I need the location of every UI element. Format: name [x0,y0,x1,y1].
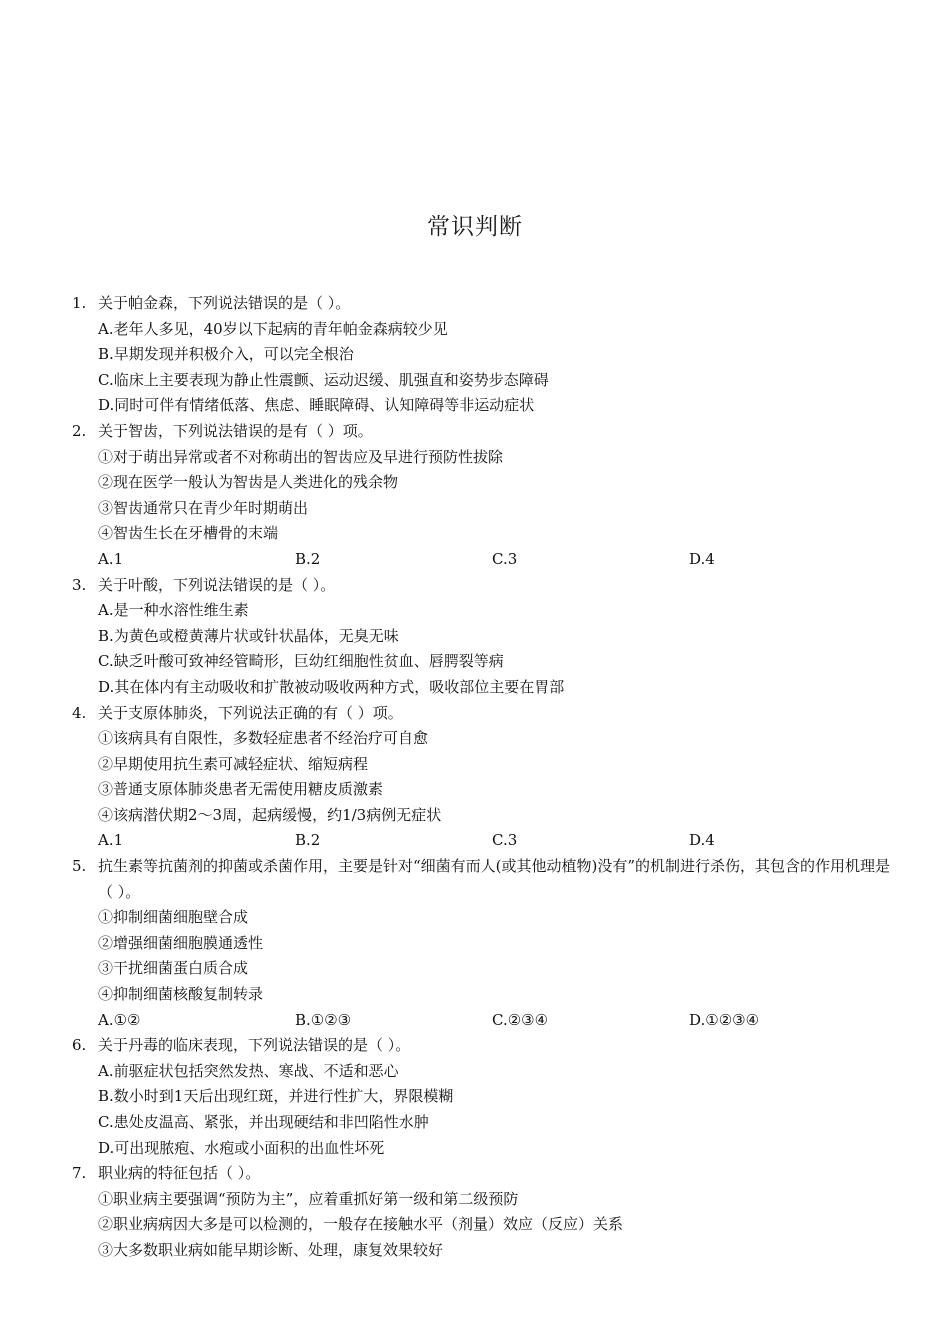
answer-option: C.②③④ [492,1010,549,1029]
question-number: 7. [72,1164,87,1183]
question-stem-line [72,1033,892,1059]
question-stem: 关于丹毒的临床表现，下列说法错误的是（ ）。 [98,1036,411,1055]
question-2 [72,419,892,573]
page-title: 常识判断 [427,214,523,240]
answer-option: A.1 [98,831,124,850]
question-6 [72,1033,892,1161]
question-number: 4. [72,703,87,722]
question-stem-line [72,573,892,599]
question-line: B.为黄色或橙黄薄片状或针状晶体，无臭无味 [98,626,399,645]
question-line: ①对于萌出异常或者不对称萌出的智齿应及早进行预防性拔除 [98,447,504,466]
answer-options [72,828,892,854]
answer-options [72,547,892,573]
question-line: ②早期使用抗生素可减轻症状、缩短病程 [98,754,369,773]
question-line: C.缺乏叶酸可致神经管畸形，巨幼红细胞性贫血、唇腭裂等病 [98,652,504,671]
question-line: ③大多数职业病如能早期诊断、处理，康复效果较好 [98,1240,444,1259]
question-line: ③干扰细菌蛋白质合成 [98,959,249,978]
question-number: 6. [72,1036,87,1055]
question-1 [72,291,892,419]
question-list [72,291,892,1264]
answer-option: B.①②③ [295,1010,352,1029]
answer-option: D.4 [689,831,715,850]
question-line: A.是一种水溶性维生素 [98,601,249,620]
question-line: A.前驱症状包括突然发热、寒战、不适和恶心 [98,1061,399,1080]
question-stem: 抗生素等抗菌剂的抑菌或杀菌作用，主要是针对“细菌有而人(或其他动植物)没有”的机制进行杀伤，其包含的作用机理是（ ）。 [98,857,891,901]
answer-options [72,1008,892,1034]
question-line: ③普通支原体肺炎患者无需使用糖皮质激素 [98,780,384,799]
question-line: ④智齿生长在牙槽骨的末端 [98,524,279,543]
question-5 [72,854,892,1033]
answer-option: D.4 [689,549,715,568]
question-stem: 关于帕金森，下列说法错误的是（ ）。 [98,294,351,312]
question-line: ④抑制细菌核酸复制转录 [98,985,264,1004]
answer-option: C.3 [492,831,518,850]
question-number: 2. [72,421,87,440]
question-stem: 职业病的特征包括（ ）。 [98,1164,261,1183]
question-7 [72,1161,892,1263]
answer-option: B.2 [295,549,321,568]
question-line: ①该病具有自限性，多数轻症患者不经治疗可自愈 [98,729,429,748]
answer-option: C.3 [492,549,518,568]
question-number: 1. [72,294,87,312]
question-line: ④该病潜伏期2～3周，起病缓慢，约1/3病例无症状 [98,805,442,824]
question-line: ②职业病病因大多是可以检测的，一般存在接触水平（剂量）效应（反应）关系 [98,1215,624,1234]
question-line: ①抑制细菌细胞壁合成 [98,908,249,927]
question-line: D.可出现脓疱、水疱或小面积的出血性坏死 [98,1138,385,1157]
question-line: ①职业病主要强调“预防为主”，应着重抓好第一级和第二级预防 [98,1189,519,1208]
question-number: 3. [72,575,87,594]
question-stem: 关于支原体肺炎，下列说法正确的有（ ）项。 [98,703,403,722]
question-line: C.临床上主要表现为静止性震颤、运动迟缓、肌强直和姿势步态障碍 [98,370,549,389]
question-stem-line [72,291,892,317]
question-line: A.老年人多见，40岁以下起病的青年帕金森病较少见 [98,319,448,338]
question-line: D.其在体内有主动吸收和扩散被动吸收两种方式，吸收部位主要在胃部 [98,677,565,696]
question-stem-line [72,701,892,727]
question-line: ②增强细菌细胞膜通透性 [98,933,264,952]
question-line: C.患处皮温高、紧张，并出现硬结和非凹陷性水肿 [98,1113,429,1131]
watermark-mark [54,76,206,195]
question-stem-line [72,1161,892,1187]
question-stem: 关于叶酸，下列说法错误的是（ ）。 [98,575,336,594]
answer-option: D.①②③④ [689,1010,760,1029]
watermark-mark [714,76,866,195]
question-stem-line [72,854,892,905]
watermark-mark [384,76,536,195]
answer-option: B.2 [295,831,321,850]
answer-option: A.1 [98,549,124,568]
question-stem-line [72,419,892,445]
answer-option: A.①② [98,1010,141,1029]
question-line: ③智齿通常只在青少年时期萌出 [98,498,309,517]
question-line: B.早期发现并积极介入，可以完全根治 [98,345,354,364]
question-4 [72,701,892,855]
question-line: ②现在医学一般认为智齿是人类进化的残余物 [98,473,399,492]
question-stem: 关于智齿，下列说法错误的是有（ ）项。 [98,421,373,440]
question-line: D.同时可伴有情绪低落、焦虑、睡眠障碍、认知障碍等非运动症状 [98,396,535,415]
question-number: 5. [72,857,87,876]
question-3 [72,573,892,701]
question-line: B.数小时到1天后出现红斑，并进行性扩大，界限模糊 [98,1087,454,1106]
